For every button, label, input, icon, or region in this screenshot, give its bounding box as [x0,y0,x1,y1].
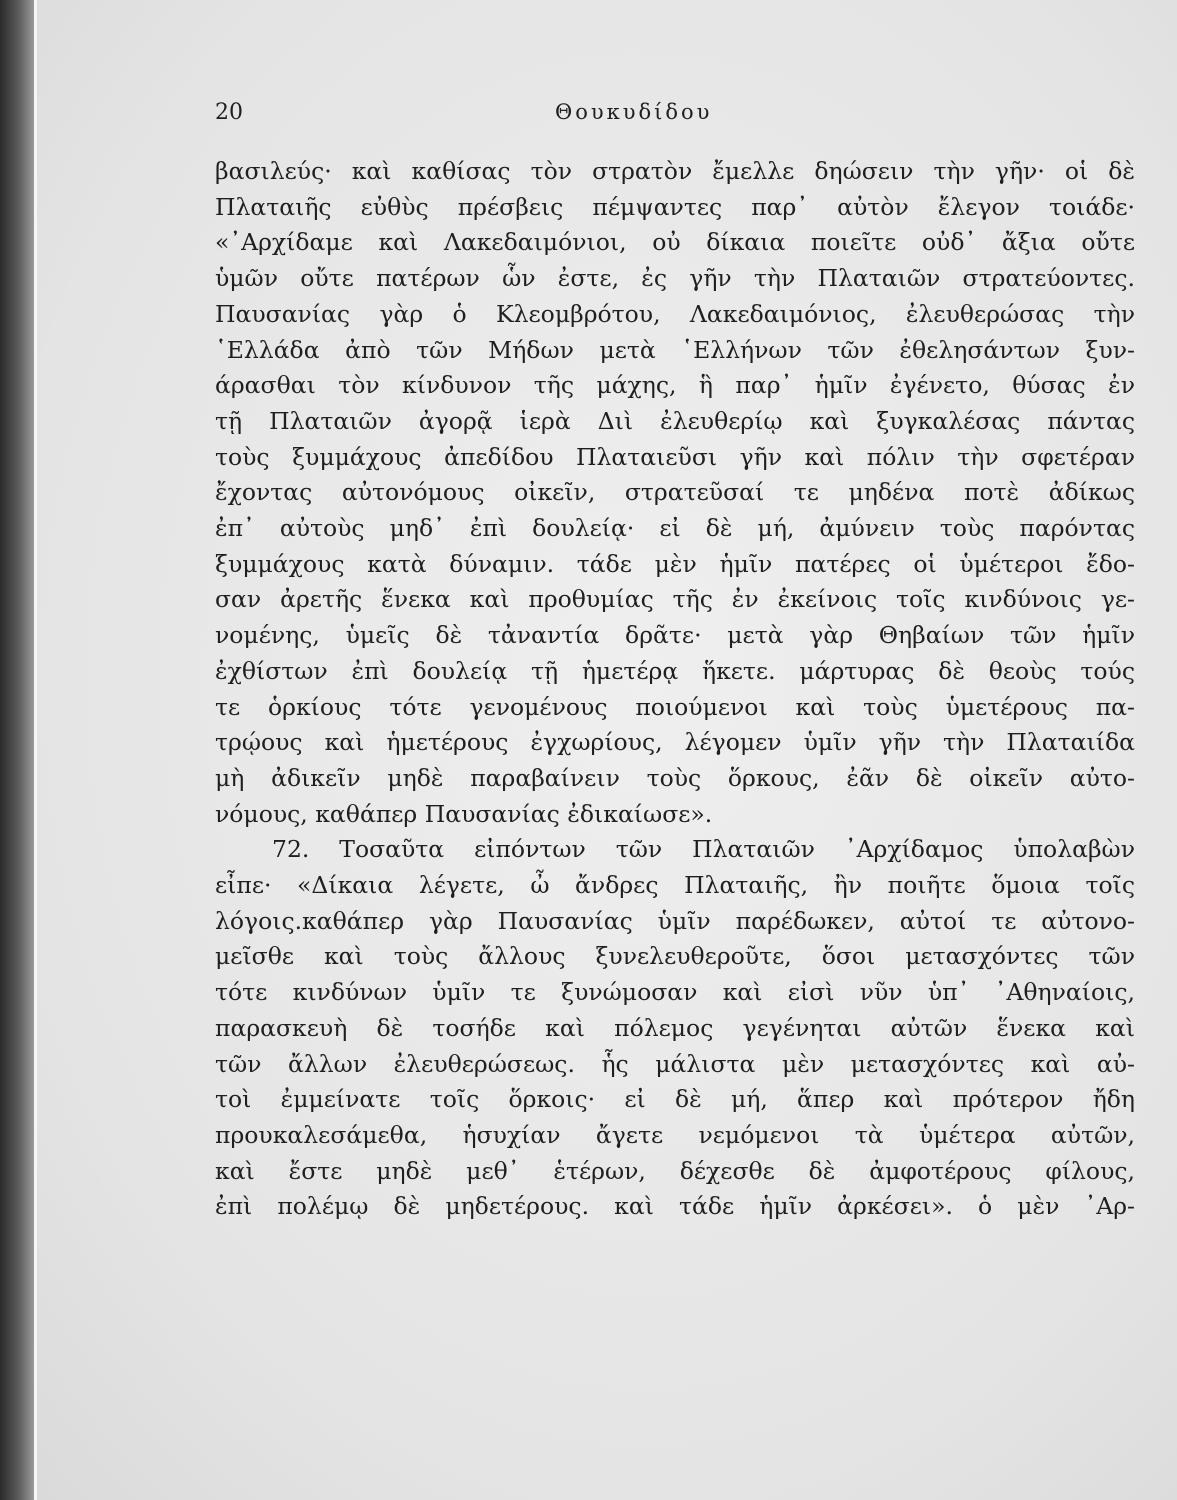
text-line: ῾Ελλάδα ἀπὸ τῶν Μήδων μετὰ ῾Ελλήνων τῶν ἐθελησάντων ξυν- [215,335,1135,364]
text-line: σαν ἀρετῆς ἕνεκα καὶ προθυμίας τῆς ἐν ἐκείνοις τοῖς κινδύνοις γε- [215,585,1135,614]
text-line: βασιλεύς· καὶ καθίσας τὸν στρατὸν ἔμελλε δηώσειν τὴν γῆν· οἱ δὲ [215,157,1135,185]
text-line: τοὶ ἐμμείνατε τοῖς ὅρκοις· εἰ δὲ μή, ἅπερ καὶ πρότερον ἤδη [215,1085,1135,1114]
text-line: νομένης, ὑμεῖς δὲ τἀναντία δρᾶτε· μετὰ γὰρ Θηβαίων τῶν ἡμῖν [215,621,1135,650]
text-line: μὴ ἀδικεῖν μηδὲ παραβαίνειν τοὺς ὅρκους, ἐᾶν δὲ οἰκεῖν αὐτο- [215,763,1135,792]
page-number: 20 [215,100,243,125]
text-line: καὶ ἔστε μηδὲ μεθ᾽ ἑτέρων, δέχεσθε δὲ ἀμφοτέρους φίλους, [215,1156,1135,1185]
text-line: ἐπ᾽ αὐτοὺς μηδ᾽ ἐπὶ δουλείᾳ· εἰ δὲ μή, ἀμύνειν τοὺς παρόντας [215,514,1135,543]
text-line: Πλαταιῆς εὐθὺς πρέσβεις πέμψαντες παρ᾽ αὐτὸν ἔλεγον τοιάδε· [215,192,1135,221]
text-line: τότε κινδύνων ὑμῖν τε ξυνώμοσαν καὶ εἰσὶ νῦν ὑπ᾽ ᾽Αθηναίοις, [215,978,1135,1007]
text-line: Παυσανίας γὰρ ὁ Κλεομβρότου, Λακεδαιμόνιος, ἐλευθερώσας τὴν [215,299,1135,328]
text-line: παρασκευὴ δὲ τοσήδε καὶ πόλεμος γεγένηται αὐτῶν ἕνεκα καὶ [215,1013,1135,1042]
page-header [0,100,1177,130]
text-line: τοὺς ξυμμάχους ἀπεδίδου Πλαταιεῦσι γῆν καὶ πόλιν τὴν σφετέραν [215,442,1135,471]
text-line: τῇ Πλαταιῶν ἀγορᾷ ἱερὰ Διὶ ἐλευθερίῳ καὶ ξυγκαλέσας πάντας [215,406,1135,435]
chapter-72-first-line: 72. Τοσαῦτα εἰπόντων τῶν Πλαταιῶν ᾽Αρχίδαμος ὑπολαβὼν [272,835,1135,864]
text-line: μεῖσθε καὶ τοὺς ἄλλους ξυνελευθεροῦτε, ὅσοι μετασχόντες τῶν [215,942,1135,971]
text-line: λόγοις.καθάπερ γὰρ Παυσανίας ὑμῖν παρέδωκεν, αὐτοί τε αὐτονο- [215,906,1135,935]
text-line: άρασθαι τὸν κίνδυνον τῆς μάχης, ἣ παρ᾽ ἡμῖν ἐγένετο, θύσας ἐν [215,371,1135,400]
text-line: τῶν ἄλλων ἐλευθερώσεως. ἧς μάλιστα μὲν μετασχόντες καὶ αὐ- [215,1049,1135,1078]
text-line: ἐπὶ πολέμῳ δὲ μηδετέρους. καὶ τάδε ἡμῖν ἀρκέσει». ὁ μὲν ᾽Αρ- [215,1192,1135,1221]
paragraph-end-line: νόμους, καθάπερ Παυσανίας ἐδικαίωσε». [215,799,713,828]
text-line: τρῴους καὶ ἡμετέρους ἐγχωρίους, λέγομεν ὑμῖν γῆν τὴν Πλαταιίδα [215,728,1135,757]
body-text [215,154,1135,1225]
text-line: «᾽Αρχίδαμε καὶ Λακεδαιμόνιοι, οὐ δίκαια ποιεῖτε οὐδ᾽ ἄξια οὔτε [215,228,1135,257]
text-line: ἐχθίστων ἐπὶ δουλείᾳ τῇ ἡμετέρᾳ ἥκετε. μάρτυρας δὲ θεοὺς τούς [215,656,1135,685]
binding-shadow [0,0,34,1500]
text-line: τε ὁρκίους τότε γενομένους ποιούμενοι καὶ τοὺς ὑμετέρους πα- [215,692,1135,721]
text-line: ὑμῶν οὔτε πατέρων ὧν ἐστε, ἐς γῆν τὴν Πλαταιῶν στρατεύοντες. [215,264,1135,293]
binding-edge [34,0,37,1500]
text-line: εἶπε· «Δίκαια λέγετε, ὦ ἄνδρες Πλαταιῆς, ἢν ποιῆτε ὅμοια τοῖς [215,871,1135,900]
text-line: ξυμμάχους κατὰ δύναμιν. τάδε μὲν ἡμῖν πατέρες οἱ ὑμέτεροι ἔδο- [215,549,1135,578]
text-line: ἔχοντας αὐτονόμους οἰκεῖν, στρατεῦσαί τε μηδένα ποτὲ ἀδίκως [215,478,1135,507]
running-head: Θουκυδίδου [555,100,713,124]
text-line: προυκαλεσάμεθα, ἡσυχίαν ἄγετε νεμόμενοι τὰ ὑμέτερα αὐτῶν, [215,1120,1135,1149]
